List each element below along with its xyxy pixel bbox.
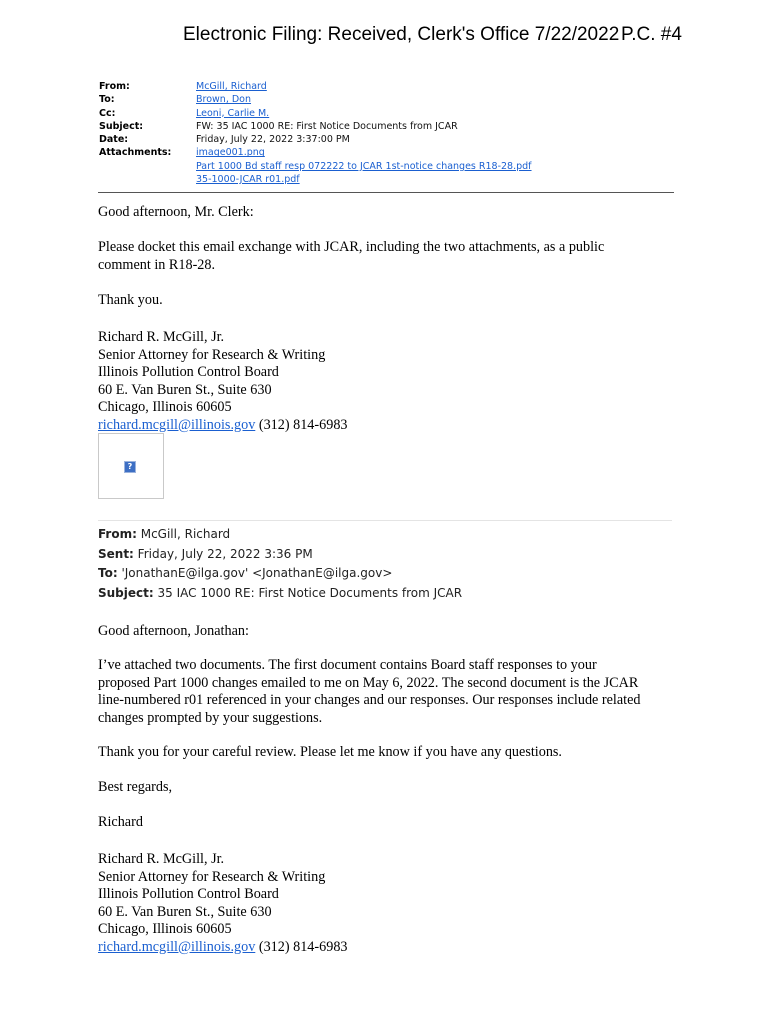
greeting-text: Good afternoon, Mr. Clerk: (98, 204, 254, 220)
to-link[interactable]: Brown, Don (196, 94, 252, 106)
forwarded-header (98, 525, 462, 603)
header-from-row (99, 80, 532, 93)
signature-name: Richard R. McGill, Jr. (98, 851, 225, 867)
filing-stamp-text: Electronic Filing: Received, Clerk's Office 7/22/2022 (183, 24, 620, 45)
signature-block (98, 329, 348, 434)
signature-contact (98, 939, 348, 957)
signature-contact (98, 417, 348, 435)
public-comment-number: P.C. #4 (621, 24, 682, 45)
subject-label: Subject: (99, 120, 144, 132)
from-label: From: (99, 81, 130, 92)
from-link[interactable]: McGill, Richard (196, 81, 267, 92)
header-divider (98, 192, 674, 193)
image-placeholder (98, 433, 164, 499)
forwarded-subject-row (98, 584, 462, 604)
signature-street: 60 E. Van Buren St., Suite 630 (98, 381, 272, 398)
forwarded-subject-value: 35 IAC 1000 RE: First Notice Documents from JCAR (153, 585, 463, 600)
thanks-text: Thank you for your careful review. Please let me know if you have any questions. (98, 744, 562, 760)
closing-text: Best regards, (98, 779, 173, 795)
date-label: Date: (99, 134, 129, 146)
message2-closing (98, 779, 172, 797)
cc-link[interactable]: Leoni, Carlie M. (196, 107, 270, 119)
signature-phone: (312) 814-6983 (255, 416, 348, 433)
forwarded-sent-label: Sent: (98, 546, 134, 561)
forwarded-subject-label: Subject: (98, 585, 154, 600)
attachment-link[interactable]: image001.png (196, 147, 265, 159)
forwarded-from-value: McGill, Richard (136, 527, 231, 541)
signature-title: Senior Attorney for Research & Writing (98, 868, 326, 885)
forwarded-to-value: 'JonathanE@ilga.gov' <JonathanE@ilga.gov> (117, 566, 393, 580)
message-paragraph (98, 239, 658, 274)
signature-phone: (312) 814-6983 (255, 938, 348, 955)
filing-stamp (0, 24, 770, 50)
broken-image-icon: ? (124, 461, 136, 473)
forwarded-sent-value: Friday, July 22, 2022 3:36 PM (133, 546, 313, 561)
sender-text: Richard (98, 814, 143, 830)
attachments-label: Attachments: (99, 147, 172, 159)
message-greeting (98, 204, 254, 222)
subject-value: FW: 35 IAC 1000 RE: First Notice Documents from JCAR (196, 120, 458, 132)
signature-org: Illinois Pollution Control Board (98, 364, 279, 380)
message2-sender (98, 814, 143, 832)
email-link[interactable]: richard.mcgill@illinois.gov (98, 416, 256, 433)
signature-city: Chicago, Illinois 60605 (98, 921, 232, 937)
header-cc-row (99, 107, 532, 120)
header-subject-row (99, 120, 532, 133)
attachment-link[interactable]: 35-1000-JCAR r01.pdf (196, 174, 300, 186)
attachment-link[interactable]: Part 1000 Bd staff resp 072222 to JCAR 1st-notice changes R18-28.pdf (196, 160, 532, 172)
signature-name: Richard R. McGill, Jr. (98, 329, 225, 345)
forward-divider (98, 520, 672, 521)
signature-title: Senior Attorney for Research & Writing (98, 346, 326, 363)
header-to-row (99, 93, 532, 106)
email-link[interactable]: richard.mcgill@illinois.gov (98, 938, 256, 955)
forwarded-to-row (98, 564, 462, 584)
date-value: Friday, July 22, 2022 3:37:00 PM (196, 134, 350, 146)
cc-label: Cc: (99, 107, 116, 119)
message2-thanks (98, 744, 562, 762)
forwarded-from-row (98, 525, 462, 545)
header-date-row (99, 133, 532, 146)
signature-org: Illinois Pollution Control Board (98, 886, 279, 902)
greeting-text: Good afternoon, Jonathan: (98, 623, 249, 639)
message-thanks (98, 292, 163, 310)
to-label: To: (99, 94, 115, 106)
forwarded-to-label: To: (98, 566, 118, 580)
thanks-text: Thank you. (98, 292, 163, 308)
message2-greeting (98, 623, 249, 641)
message2-paragraph (98, 657, 643, 727)
signature-block (98, 851, 348, 956)
attachments-list (196, 146, 532, 186)
forwarded-from-label: From: (98, 527, 137, 541)
email-header (99, 80, 532, 186)
header-attachments-row (99, 146, 532, 186)
paragraph-text: Please docket this email exchange with JCAR, including the two attachments, as a public comment in R18-28. (98, 239, 605, 273)
signature-street: 60 E. Van Buren St., Suite 630 (98, 903, 272, 920)
forwarded-sent-row (98, 545, 462, 565)
paragraph-text: I’ve attached two documents. The first document contains Board staff responses to your proposed Part 1000 changes emailed to me on May 6, 2022. The second document is the JCAR line-numbered r01 referenced in your changes and our responses. Our responses include related changes prompted by your suggestions. (98, 657, 641, 726)
signature-city: Chicago, Illinois 60605 (98, 399, 232, 415)
